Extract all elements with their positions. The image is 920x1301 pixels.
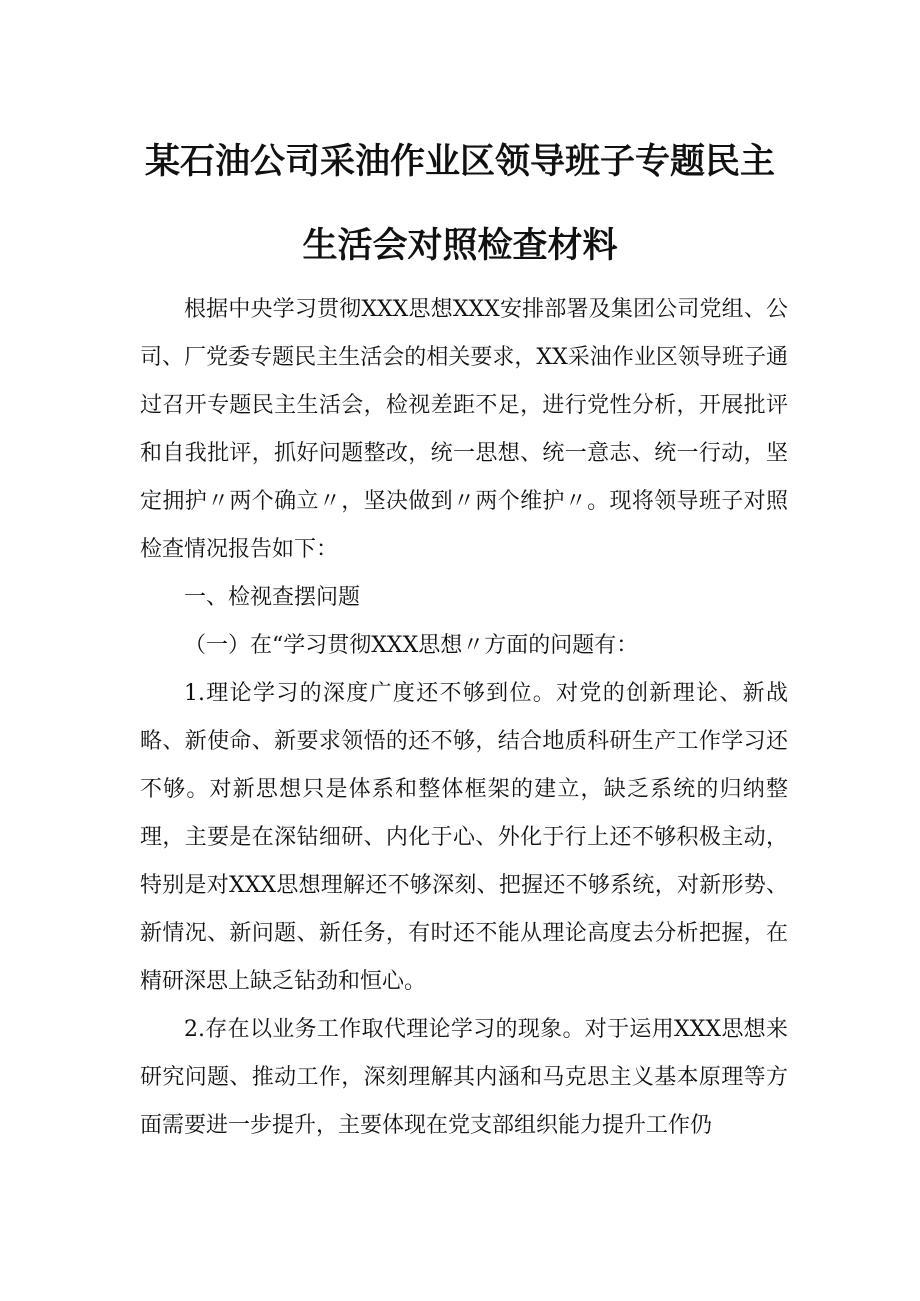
subsection-heading: （一）在“学习贯彻XXX思想〃方面的问题有：	[184, 633, 639, 658]
document-body	[140, 286, 788, 1150]
section-heading: 一、检视查摆问题	[184, 585, 361, 610]
intro-paragraph: 根据中央学习贯彻XXX思想XXX安排部署及集团公司党组、公司、厂党委专题民主生活会的相关要求，XX采油作业区领导班子通过召开专题民主生活会，检视差距不足，进行党性分析，开展批评和自我批评，抓好问题整改，统一思想、统一意志、统一行动，坚定拥护〃两个确立〃，坚决做到〃两个维护〃。现将领导班子对照检查情况报告如下：	[140, 297, 788, 562]
document-title-line-1: 某石油公司采油作业区领导班子专题民主	[144, 142, 775, 182]
issue-paragraph-2: 2.存在以业务工作取代理论学习的现象。对于运用XXX思想来研究问题、推动工作，深刻理解其内涵和马克思主义基本原理等方面需要进一步提升，主要体现在党支部组织能力提升工作仍	[140, 1017, 788, 1138]
document-title-line-2: 生活会对照检查材料	[302, 226, 618, 266]
issue-paragraph-1: 1.理论学习的深度广度还不够到位。对党的创新理论、新战略、新使命、新要求领悟的还不够，结合地质科研生产工作学习还不够。对新思想只是体系和整体框架的建立，缺乏系统的归纳整理，主要是在深钻细研、内化于心、外化于行上还不够积极主动，特别是对XXX思想理解还不够深刻、把握还不够系统，对新形势、新情况、新问题、新任务，有时还不能从理论高度去分析把握，在精研深思上缺乏钻劲和恒心。	[140, 681, 788, 994]
